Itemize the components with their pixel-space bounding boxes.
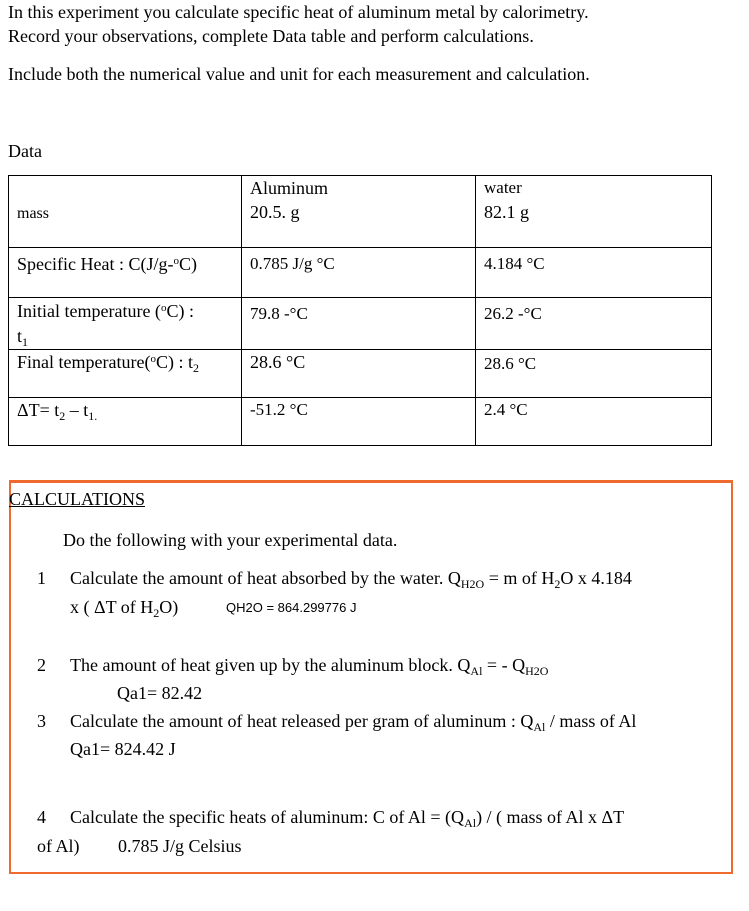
item-1-text-c: O x 4.184 <box>560 568 632 588</box>
item-4-answer: 0.785 J/g Celsius <box>118 836 242 856</box>
item-3-answer: Qa1= 824.42 J <box>70 739 176 759</box>
row-final-temp-aluminum: 28.6 °C <box>242 350 476 398</box>
initial-temp-label-post: C) : <box>166 301 194 321</box>
item-1-line2-b: O) <box>159 597 179 617</box>
intro-line-2: Record your observations, complete Data table and perform calculations. <box>8 26 534 46</box>
item-2-text-b: = - Q <box>482 655 526 675</box>
item-2-sub-a: Al <box>470 664 483 678</box>
item-4-text-a: Calculate the specific heats of aluminum: C of Al = (Q <box>70 807 465 827</box>
row-specific-heat-water: 4.184 °C <box>476 248 712 298</box>
item-1-line2-a: x ( ΔT of H <box>70 597 154 617</box>
item-2-text <box>70 654 548 678</box>
intro-line-1: In this experiment you calculate specific heat of aluminum metal by calorimetry. <box>8 2 589 22</box>
delta-t-sub-1: 1. <box>88 409 98 423</box>
degree-mark: o <box>160 302 167 314</box>
item-3-text <box>70 710 636 734</box>
item-2-number: 2 <box>37 655 46 675</box>
row-final-temp-label <box>9 350 242 398</box>
row-mass-water: 82.1 g <box>476 202 712 248</box>
item-3-number: 3 <box>37 711 46 731</box>
item-2-sub-b: H2O <box>525 664 549 678</box>
item-3-text-a: Calculate the amount of heat released per gram of aluminum : Q <box>70 711 534 731</box>
table-header-empty <box>9 176 242 202</box>
item-4-line-2: of Al) <box>37 836 80 856</box>
calculations-box-top-border <box>9 480 733 483</box>
data-table <box>8 175 712 446</box>
specific-heat-label-post: C) <box>178 254 197 274</box>
table-row <box>9 248 712 298</box>
item-1-line-2 <box>70 596 178 620</box>
table-row <box>9 350 712 398</box>
final-temp-label-post: C) : t <box>155 352 193 372</box>
table-header-water: water <box>476 176 712 202</box>
initial-temp-t: t <box>17 326 23 346</box>
item-4-text-b: ) / ( mass of Al x ΔT <box>476 807 625 827</box>
degree-mark: o <box>150 353 156 365</box>
table-row <box>9 202 712 248</box>
item-2-answer: Qa1= 82.42 <box>117 683 203 703</box>
row-mass-label: mass <box>9 202 242 248</box>
item-1-answer: QH2O = 864.299776 J <box>226 600 357 615</box>
item-1-number: 1 <box>37 568 46 588</box>
item-4-number: 4 <box>37 807 46 827</box>
row-specific-heat-aluminum: 0.785 J/g °C <box>242 248 476 298</box>
item-4-text <box>70 806 624 830</box>
delta-t-sub-2: 2 <box>59 409 66 423</box>
specific-heat-label-pre: Specific Heat : C(J/g- <box>17 254 174 274</box>
data-heading: Data <box>8 141 42 161</box>
item-3-text-b: / mass of Al <box>545 711 637 731</box>
item-1-sub-a: H2O <box>460 577 485 591</box>
row-delta-t-aluminum: -51.2 °C <box>242 398 476 446</box>
final-temp-label-pre: Final temperature( <box>17 352 151 372</box>
calculations-intro: Do the following with your experimental data. <box>63 530 398 550</box>
row-initial-temp-label <box>9 298 242 350</box>
table-row <box>9 298 712 350</box>
item-3-sub-a: Al <box>533 720 546 734</box>
final-temp-sub: 2 <box>192 361 199 375</box>
row-specific-heat-label <box>9 248 242 298</box>
row-delta-t-water: 2.4 °C <box>476 398 712 446</box>
item-1-text-b: = m of H <box>484 568 555 588</box>
row-final-temp-water: 28.6 °C <box>476 350 712 398</box>
item-1-text <box>70 567 632 591</box>
row-mass-aluminum: 20.5. g <box>242 202 476 248</box>
degree-mark: o <box>173 255 179 267</box>
delta-t-label-mid: – t <box>65 400 89 420</box>
item-2-text-a: The amount of heat given up by the aluminum block. Q <box>70 655 471 675</box>
initial-temp-sub: 1 <box>22 335 29 349</box>
item-1-line2-sub: 2 <box>153 606 160 620</box>
initial-temp-label-pre: Initial temperature ( <box>17 301 161 321</box>
table-header-row <box>9 176 712 202</box>
table-row <box>9 398 712 446</box>
delta-t-label-pre: ΔT= t <box>17 400 60 420</box>
row-initial-temp-aluminum: 79.8 -°C <box>242 298 476 350</box>
item-1-text-a: Calculate the amount of heat absorbed by the water. Q <box>70 568 461 588</box>
row-initial-temp-water: 26.2 -°C <box>476 298 712 350</box>
row-delta-t-label <box>9 398 242 446</box>
item-4-sub-a: Al <box>464 816 477 830</box>
calculations-title: CALCULATIONS <box>9 489 146 509</box>
intro-line-3: Include both the numerical value and unit for each measurement and calculation. <box>8 64 590 84</box>
table-header-aluminum: Aluminum <box>242 176 476 202</box>
item-1-sub-b: 2 <box>554 577 561 591</box>
